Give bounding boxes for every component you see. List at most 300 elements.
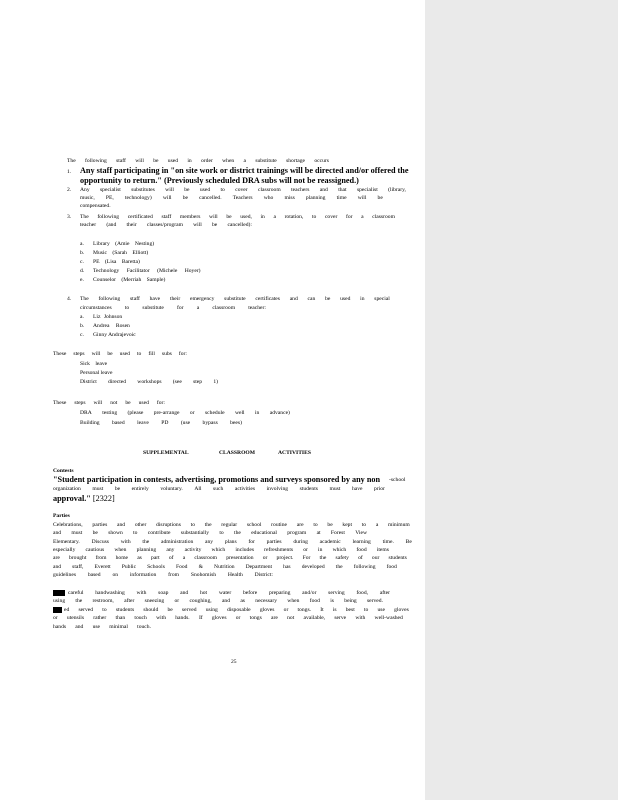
redaction-block	[53, 590, 65, 596]
word: be	[226, 214, 232, 220]
sub3-item: Technology Facilitator (Michele Hoyer)	[93, 268, 201, 274]
word: or	[189, 410, 195, 416]
word: activities	[234, 486, 256, 492]
word: classroom	[212, 305, 236, 311]
fill-bullet: Sick leave	[80, 361, 108, 367]
word: will	[209, 214, 218, 220]
word: be	[107, 351, 113, 357]
word: substitute	[142, 305, 164, 311]
word: or	[174, 598, 180, 604]
word: or	[53, 615, 58, 621]
word: available,	[303, 615, 326, 621]
word: or	[235, 615, 241, 621]
word: academic	[319, 539, 341, 545]
item1-line2: opportunity to return." (Previously scheduled DRA subs will not be reassigned.)	[80, 176, 359, 185]
word: step	[193, 379, 203, 385]
word: special	[374, 296, 390, 302]
word: must	[92, 486, 104, 492]
word: as	[137, 555, 142, 561]
word: will	[91, 351, 101, 357]
word: and	[319, 187, 328, 193]
word: food	[386, 564, 397, 570]
word: cover	[235, 187, 248, 193]
word: advance)	[269, 410, 290, 416]
word: is	[330, 598, 334, 604]
word: Health	[227, 572, 243, 578]
word: should	[143, 607, 159, 613]
sub3-letter: a.	[80, 241, 84, 247]
word: a	[196, 305, 200, 311]
parties-line	[53, 556, 407, 562]
item3-line2	[80, 223, 252, 229]
word: music,	[80, 195, 95, 201]
word: testing	[102, 410, 118, 416]
item4-line2	[80, 306, 266, 312]
item3-line1	[80, 215, 395, 221]
word: a	[182, 555, 186, 561]
word: to	[311, 214, 317, 220]
parties-line	[53, 616, 403, 622]
word: educational	[251, 530, 277, 536]
word: their	[169, 296, 181, 302]
word: parties	[266, 539, 282, 545]
word: Food	[175, 564, 188, 570]
sub3-letter: d.	[80, 268, 85, 274]
item2-line3: compensated.	[80, 203, 111, 209]
word: can	[307, 296, 316, 302]
word: as	[240, 598, 245, 604]
word: hands.	[175, 615, 190, 621]
word: order	[201, 158, 213, 164]
parties-title: Parties	[53, 513, 70, 519]
word: substitutes	[131, 187, 155, 193]
word: which	[211, 547, 226, 553]
word: used	[119, 351, 130, 357]
word: Teachers	[232, 195, 253, 201]
word: and	[75, 624, 84, 630]
word: using	[53, 598, 66, 604]
word: schedule	[204, 410, 225, 416]
word: at	[316, 530, 321, 536]
word: in	[187, 158, 192, 164]
word: is	[332, 607, 337, 613]
section-heading-word: CLASSROOM	[219, 450, 256, 456]
word: based	[87, 572, 101, 578]
word: serve	[334, 615, 347, 621]
word: or	[262, 555, 268, 561]
word: are	[53, 555, 60, 561]
word: Everett	[94, 564, 111, 570]
word: from	[168, 572, 180, 578]
staff-intro	[67, 159, 329, 165]
word: parties	[92, 522, 108, 528]
word: and	[180, 590, 189, 596]
redaction-block	[53, 607, 62, 613]
word: substitute	[255, 158, 277, 164]
word: using	[205, 607, 218, 613]
word: and	[289, 296, 298, 302]
word: of	[358, 555, 363, 561]
word: teacher	[80, 222, 97, 228]
word: cautious	[85, 547, 105, 553]
word: after	[379, 590, 390, 596]
bullet-icon	[66, 380, 70, 386]
sub3-item: Music (Sarah Elliott)	[93, 250, 149, 256]
word: be	[325, 296, 331, 302]
word: The	[80, 214, 89, 220]
item1-line1: Any staff participating in "on site work or district trainings will be directed and/or offered the	[80, 166, 409, 175]
word: classroom	[258, 187, 281, 193]
word: to	[219, 530, 224, 536]
word: will	[162, 195, 172, 201]
contests-line1-tail: -school	[389, 477, 406, 483]
word: safety	[335, 555, 349, 561]
word: leave	[137, 420, 149, 426]
item3-number: 3.	[67, 214, 72, 220]
notused-intro	[53, 401, 165, 407]
word: project.	[276, 555, 294, 561]
bullet-icon	[66, 421, 70, 427]
word: Celebrations,	[53, 522, 83, 528]
word: on	[112, 572, 119, 578]
bullet-icon	[66, 371, 70, 377]
sub4-item: Liz Johnson	[93, 314, 123, 320]
word: shortage	[286, 158, 306, 164]
word: with	[355, 615, 366, 621]
word: served	[78, 607, 94, 613]
word: for:	[156, 400, 165, 406]
sub3-letter: e.	[80, 277, 84, 283]
item2-line2	[80, 196, 383, 202]
word: classes/program	[146, 222, 183, 228]
word: their	[126, 222, 137, 228]
sub3-item: Counselor (Merriah Sample)	[93, 277, 166, 283]
word: well-washed	[374, 615, 403, 621]
word: emergency	[189, 296, 215, 302]
parties-line	[68, 591, 390, 597]
word: (use	[180, 420, 191, 426]
word: activity	[184, 547, 202, 553]
word: cancelled):	[227, 222, 252, 228]
word: bees)	[230, 420, 242, 426]
word: and/or	[302, 590, 317, 596]
section-heading-word: SUPPLEMENTAL	[143, 450, 189, 456]
word: for	[346, 214, 353, 220]
fill-intro	[53, 352, 187, 358]
word: used	[199, 187, 211, 193]
word: rotation,	[284, 214, 304, 220]
sub4-item: Ginny Andrajevoic	[93, 332, 136, 338]
word: before	[242, 590, 258, 596]
word: developed	[301, 564, 325, 570]
sub3-item: PE (Lisa Baretta)	[93, 259, 140, 265]
parties-line	[53, 625, 151, 631]
word: be	[125, 400, 131, 406]
word: the	[234, 530, 241, 536]
item4-line1	[80, 297, 390, 303]
word: pre-arrange	[153, 410, 180, 416]
word: not	[110, 400, 118, 406]
word: to	[220, 187, 225, 193]
notused-bullet	[80, 411, 290, 417]
parties-line	[53, 531, 367, 537]
word: utensils	[66, 615, 84, 621]
word: time.	[382, 539, 394, 545]
fill-bullet: Personal leave	[80, 370, 113, 376]
word: based	[111, 420, 125, 426]
word: will	[357, 195, 367, 201]
word: careful	[68, 590, 84, 596]
word: when	[222, 158, 235, 164]
word: the	[319, 555, 327, 561]
word: shown	[108, 530, 123, 536]
word: disruptions	[156, 522, 181, 528]
word: rather	[93, 615, 107, 621]
parties-line	[53, 540, 412, 546]
word: use	[377, 607, 385, 613]
sub3-letter: c.	[80, 259, 84, 265]
word: (see	[172, 379, 182, 385]
word: the	[75, 598, 83, 604]
word: be	[184, 187, 190, 193]
word: soap	[158, 590, 169, 596]
bullet-icon	[66, 411, 70, 417]
sub4-letter: c.	[80, 332, 84, 338]
parties-line	[53, 523, 410, 529]
word: following	[97, 214, 120, 220]
word: and	[53, 564, 62, 570]
word: organization	[53, 486, 81, 492]
word: to	[133, 530, 138, 536]
word: Public	[121, 564, 137, 570]
word: View	[355, 530, 367, 536]
word: staff	[161, 214, 172, 220]
word: DRA	[80, 410, 92, 416]
word: following	[85, 158, 107, 164]
word: tongs.	[297, 607, 312, 613]
word: substantially	[180, 530, 210, 536]
word: of	[168, 555, 174, 561]
item2-line1	[80, 188, 406, 194]
word: (library,	[388, 187, 406, 193]
fill-bullet	[80, 380, 218, 386]
word: used	[340, 296, 351, 302]
word: ed	[64, 607, 70, 613]
word: certificated	[127, 214, 153, 220]
word: being	[344, 598, 357, 604]
word: school	[246, 522, 262, 528]
contests-line1: "Student participation in contests, advertising, promotions and surveys sponsored by any non	[53, 475, 381, 484]
word: miss	[284, 195, 295, 201]
word: after	[124, 598, 135, 604]
word: entirely	[131, 486, 149, 492]
word: especially	[53, 547, 76, 553]
word: our	[371, 555, 380, 561]
word: Schools	[147, 564, 165, 570]
word: a	[273, 214, 276, 220]
word: minimal	[109, 624, 128, 630]
word: be	[182, 195, 188, 201]
word: served.	[366, 598, 383, 604]
word: directed	[108, 379, 127, 385]
word: best	[345, 607, 355, 613]
word: staff,	[72, 564, 84, 570]
word: food	[356, 547, 367, 553]
word: presentation	[226, 555, 254, 561]
word: coughing,	[189, 598, 212, 604]
word: which	[332, 547, 347, 553]
word: teacher:	[248, 305, 266, 311]
word: Be	[405, 539, 412, 545]
word: and	[53, 530, 62, 536]
word: staff	[130, 296, 140, 302]
word: occurs	[314, 158, 329, 164]
word: subs	[161, 351, 172, 357]
sub3-item: Library (Amie Nesting)	[93, 241, 155, 247]
parties-line	[53, 573, 273, 579]
item4-number: 4.	[67, 296, 72, 302]
word: District	[80, 379, 97, 385]
word: food	[309, 598, 320, 604]
word: used,	[240, 214, 252, 220]
comment-pane	[425, 0, 618, 800]
word: when	[114, 547, 127, 553]
word: disposable	[227, 607, 251, 613]
word: regular	[221, 522, 238, 528]
word: part	[151, 555, 160, 561]
word: will	[93, 400, 103, 406]
sub4-letter: a.	[80, 314, 84, 320]
word: a	[375, 522, 379, 528]
word: that	[338, 187, 347, 193]
word: These	[53, 400, 67, 406]
word: be	[114, 486, 121, 492]
word: plans	[224, 539, 237, 545]
word: be	[377, 195, 383, 201]
word: items	[376, 547, 389, 553]
word: to	[361, 522, 367, 528]
sub4-item: Andrea Rosen	[93, 323, 130, 329]
word: be	[153, 158, 159, 164]
word: and	[221, 598, 231, 604]
bullet-icon	[66, 362, 70, 368]
word: Department	[245, 564, 273, 570]
word: workshops	[137, 379, 162, 385]
word: when	[287, 598, 300, 604]
word: will	[193, 222, 202, 228]
word: hot	[199, 590, 208, 596]
notused-bullet	[80, 421, 242, 427]
word: from	[95, 555, 107, 561]
word: kept	[342, 522, 353, 528]
word: who	[263, 195, 274, 201]
word: with	[120, 539, 131, 545]
word: These	[53, 351, 67, 357]
word: preparing	[269, 590, 291, 596]
parties-line	[64, 608, 409, 614]
word: &	[198, 564, 203, 570]
word: members	[179, 214, 201, 220]
word: gloves	[259, 607, 275, 613]
item1-number: 1.	[67, 169, 72, 175]
word: serving	[328, 590, 345, 596]
word: home	[115, 555, 129, 561]
word: touch.	[137, 624, 151, 630]
word: refreshments	[264, 547, 294, 553]
word: classroom	[372, 214, 395, 220]
word: circumstances	[80, 305, 112, 311]
word: students	[115, 607, 135, 613]
word: Discuss	[91, 539, 109, 545]
word: will	[165, 187, 174, 193]
word: cancelled.	[199, 195, 222, 201]
parties-line	[53, 599, 383, 605]
word: to	[190, 522, 195, 528]
word: such	[213, 486, 224, 492]
word: with	[156, 615, 167, 621]
contests-title: Contests	[53, 468, 74, 474]
contests-line3	[53, 495, 115, 503]
word: or	[283, 607, 289, 613]
word: have	[149, 296, 161, 302]
word: gloves	[211, 615, 227, 621]
word: contribute	[147, 530, 171, 536]
word: (please	[127, 410, 144, 416]
word: the	[142, 539, 150, 545]
word: to	[313, 522, 318, 528]
word: a	[361, 214, 364, 220]
word: touch	[134, 615, 147, 621]
word: bypass	[202, 420, 218, 426]
word: to	[136, 351, 142, 357]
word: with	[136, 590, 147, 596]
word: and	[117, 522, 126, 528]
word: planning	[136, 547, 157, 553]
word: are	[296, 522, 304, 528]
word: steps	[73, 351, 85, 357]
word: The	[80, 296, 89, 302]
word: technology)	[124, 195, 152, 201]
word: not	[287, 615, 295, 621]
word: gloves	[394, 607, 409, 613]
word: used	[167, 158, 179, 164]
word: For	[302, 555, 311, 561]
word: program	[287, 530, 307, 536]
word: PD	[161, 420, 169, 426]
word: for	[177, 305, 184, 311]
word: Building	[80, 420, 100, 426]
word: in	[260, 214, 265, 220]
word: brought	[69, 555, 87, 561]
contests-line2	[53, 487, 385, 493]
word: If	[198, 615, 203, 621]
word: classroom	[194, 555, 218, 561]
word: handwashing	[95, 590, 125, 596]
word: routine	[271, 522, 288, 528]
word: will	[135, 158, 144, 164]
word: includes	[235, 547, 255, 553]
section-heading-word: ACTIVITIES	[278, 450, 311, 456]
word: in	[360, 296, 365, 302]
word: students	[299, 486, 318, 492]
word: necessary	[255, 598, 278, 604]
word: teachers	[291, 187, 310, 193]
word: Any	[80, 187, 90, 193]
word: District:	[254, 572, 273, 578]
word: staff	[116, 158, 126, 164]
word: to	[124, 305, 130, 311]
word: be	[327, 522, 333, 528]
